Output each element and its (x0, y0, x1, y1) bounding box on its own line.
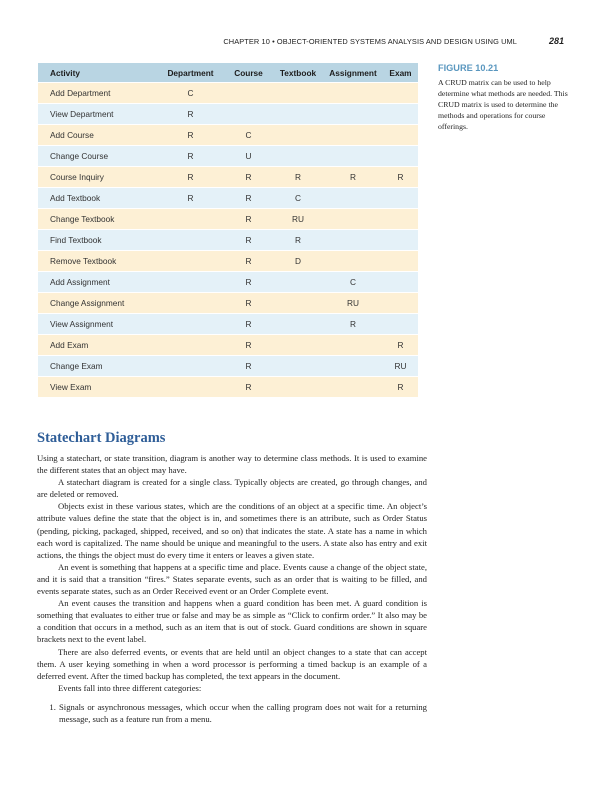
crud-cell: C (323, 272, 383, 293)
paragraph: An event is something that happens at a specific time and place. Events cause a change of the object state, and it is said that a transition “fires.” States separate events, such as an order that is waiting to be filled, and events separate states, such as an Order Received event or an Order Complete event. (37, 561, 427, 597)
activity-cell: View Assignment (38, 314, 157, 335)
crud-cell: R (224, 272, 273, 293)
paragraph: An event causes the transition and happens when a guard condition has been met. A guard condition is something that evaluates to either true or false and may be as simple as “Click to confirm order.” It also may be a condition that occurs in a method, such as an item that is out of stock. Guard conditions are shown in square brackets next to the event label. (37, 598, 427, 645)
crud-cell: C (224, 125, 273, 146)
column-header: Department (157, 63, 224, 83)
figure-label: FIGURE 10.21 (438, 63, 499, 73)
paragraph: Objects exist in these various states, which are the conditions of an object at a specific time. An object’s attribute values define the state that the object is in, and sometimes there is an attribute, such as Order Status (pending, picking, packaged, shipped, received, and so on) that indicates the state. A state has a name in which each word is capitalized. The name should be unique and meaningful to the users. A state also has entry and exit actions, the things the object must do every time it enters or leaves a given state. (37, 501, 427, 560)
crud-cell (157, 230, 224, 251)
crud-cell: R (383, 335, 418, 356)
crud-cell (273, 125, 323, 146)
table-row (38, 146, 418, 167)
table-row (38, 356, 418, 377)
activity-cell: Remove Textbook (38, 251, 157, 272)
table-row (38, 335, 418, 356)
crud-cell (273, 104, 323, 125)
list-item: 1. Signals or asynchronous messages, which occur when the calling program does not wait for a returning message, such as a feature run from a menu. (58, 701, 427, 725)
crud-cell: RU (273, 209, 323, 230)
crud-cell (323, 356, 383, 377)
crud-cell: R (323, 314, 383, 335)
crud-cell: D (273, 251, 323, 272)
activity-cell: Change Assignment (38, 293, 157, 314)
activity-cell: Course Inquiry (38, 167, 157, 188)
crud-cell (273, 314, 323, 335)
crud-cell (157, 209, 224, 230)
table-row (38, 83, 418, 104)
table-row (38, 314, 418, 335)
crud-cell (383, 146, 418, 167)
table-row (38, 104, 418, 125)
column-header: Activity (38, 63, 157, 83)
crud-cell: R (224, 167, 273, 188)
crud-cell: R (323, 167, 383, 188)
crud-cell (323, 104, 383, 125)
column-header: Textbook (273, 63, 323, 83)
crud-cell: R (224, 293, 273, 314)
activity-cell: Add Exam (38, 335, 157, 356)
crud-cell (157, 293, 224, 314)
crud-cell: R (157, 146, 224, 167)
crud-cell: U (224, 146, 273, 167)
crud-cell: R (157, 104, 224, 125)
crud-cell (383, 83, 418, 104)
column-header: Assignment (323, 63, 383, 83)
table-row (38, 251, 418, 272)
paragraph: Events fall into three different categories: (58, 682, 202, 693)
activity-cell: Change Course (38, 146, 157, 167)
paragraph: Using a statechart, or state transition, diagram is another way to determine class methods. It is used to examine the different states that an object may have. (37, 453, 427, 476)
activity-cell: Add Course (38, 125, 157, 146)
table-row (38, 293, 418, 314)
crud-cell (157, 314, 224, 335)
activity-cell: Add Department (38, 83, 157, 104)
body-text (37, 452, 427, 725)
crud-cell (157, 377, 224, 398)
activity-cell: Add Assignment (38, 272, 157, 293)
table-row (38, 167, 418, 188)
crud-cell: C (157, 83, 224, 104)
figure-caption-text: A CRUD matrix can be used to help determine what methods are needed. This CRUD matrix is used to determine the methods and operations for course offerings. (438, 78, 568, 131)
crud-cell: R (224, 335, 273, 356)
crud-cell: R (273, 167, 323, 188)
crud-cell (273, 293, 323, 314)
crud-cell (157, 272, 224, 293)
activity-cell: Find Textbook (38, 230, 157, 251)
crud-cell (383, 188, 418, 209)
crud-cell (273, 335, 323, 356)
crud-cell (224, 104, 273, 125)
crud-cell (383, 251, 418, 272)
crud-cell (157, 251, 224, 272)
crud-cell (383, 230, 418, 251)
table-row (38, 188, 418, 209)
chapter-title: CHAPTER 10 • OBJECT-ORIENTED SYSTEMS ANALYSIS AND DESIGN USING UML (223, 37, 517, 46)
figure-caption (438, 63, 572, 132)
table-row (38, 209, 418, 230)
activity-cell: Change Textbook (38, 209, 157, 230)
crud-cell (383, 125, 418, 146)
crud-cell: R (224, 377, 273, 398)
crud-cell (323, 251, 383, 272)
crud-cell: R (157, 188, 224, 209)
crud-cell (323, 83, 383, 104)
crud-cell: RU (383, 356, 418, 377)
crud-cell (157, 335, 224, 356)
table-row (38, 272, 418, 293)
crud-cell (323, 125, 383, 146)
crud-cell (383, 272, 418, 293)
paragraph: There are also deferred events, or events that are held until an object changes to a state that can accept them. A user keying something in when a word processor is performing a timed backup is an example of a deferred event. After the timed backup has completed, the text appears in the document. (37, 646, 427, 681)
table-row (38, 230, 418, 251)
crud-cell: RU (323, 293, 383, 314)
crud-cell: R (157, 125, 224, 146)
crud-cell: R (224, 209, 273, 230)
crud-cell (323, 146, 383, 167)
crud-cell (383, 293, 418, 314)
column-header: Course (224, 63, 273, 83)
crud-cell (157, 356, 224, 377)
table-row (38, 377, 418, 398)
crud-cell: R (224, 188, 273, 209)
crud-cell (323, 377, 383, 398)
crud-cell (323, 335, 383, 356)
crud-cell (273, 146, 323, 167)
crud-cell (323, 188, 383, 209)
column-header: Exam (383, 63, 418, 83)
table-header-row (38, 63, 418, 83)
crud-cell: R (224, 251, 273, 272)
crud-matrix-table (38, 63, 418, 397)
crud-cell: R (383, 377, 418, 398)
crud-cell: C (273, 188, 323, 209)
running-head (0, 37, 600, 49)
crud-cell (383, 314, 418, 335)
crud-cell: R (224, 230, 273, 251)
crud-cell (323, 209, 383, 230)
crud-cell (383, 209, 418, 230)
paragraph: A statechart diagram is created for a single class. Typically objects are created, go through changes, and are deleted or removed. (37, 477, 427, 500)
page-number: 281 (548, 36, 564, 46)
crud-cell (273, 356, 323, 377)
crud-cell: R (273, 230, 323, 251)
crud-cell: R (157, 167, 224, 188)
crud-cell: R (383, 167, 418, 188)
activity-cell: View Department (38, 104, 157, 125)
crud-cell (273, 272, 323, 293)
event-category-list (37, 701, 427, 725)
section-heading: Statechart Diagrams (37, 430, 166, 446)
crud-cell: R (224, 356, 273, 377)
crud-cell (273, 83, 323, 104)
crud-cell (323, 230, 383, 251)
crud-cell (383, 104, 418, 125)
crud-cell (273, 377, 323, 398)
activity-cell: Add Textbook (38, 188, 157, 209)
crud-cell: R (224, 314, 273, 335)
table-row (38, 125, 418, 146)
activity-cell: View Exam (38, 377, 157, 398)
crud-cell (224, 83, 273, 104)
activity-cell: Change Exam (38, 356, 157, 377)
